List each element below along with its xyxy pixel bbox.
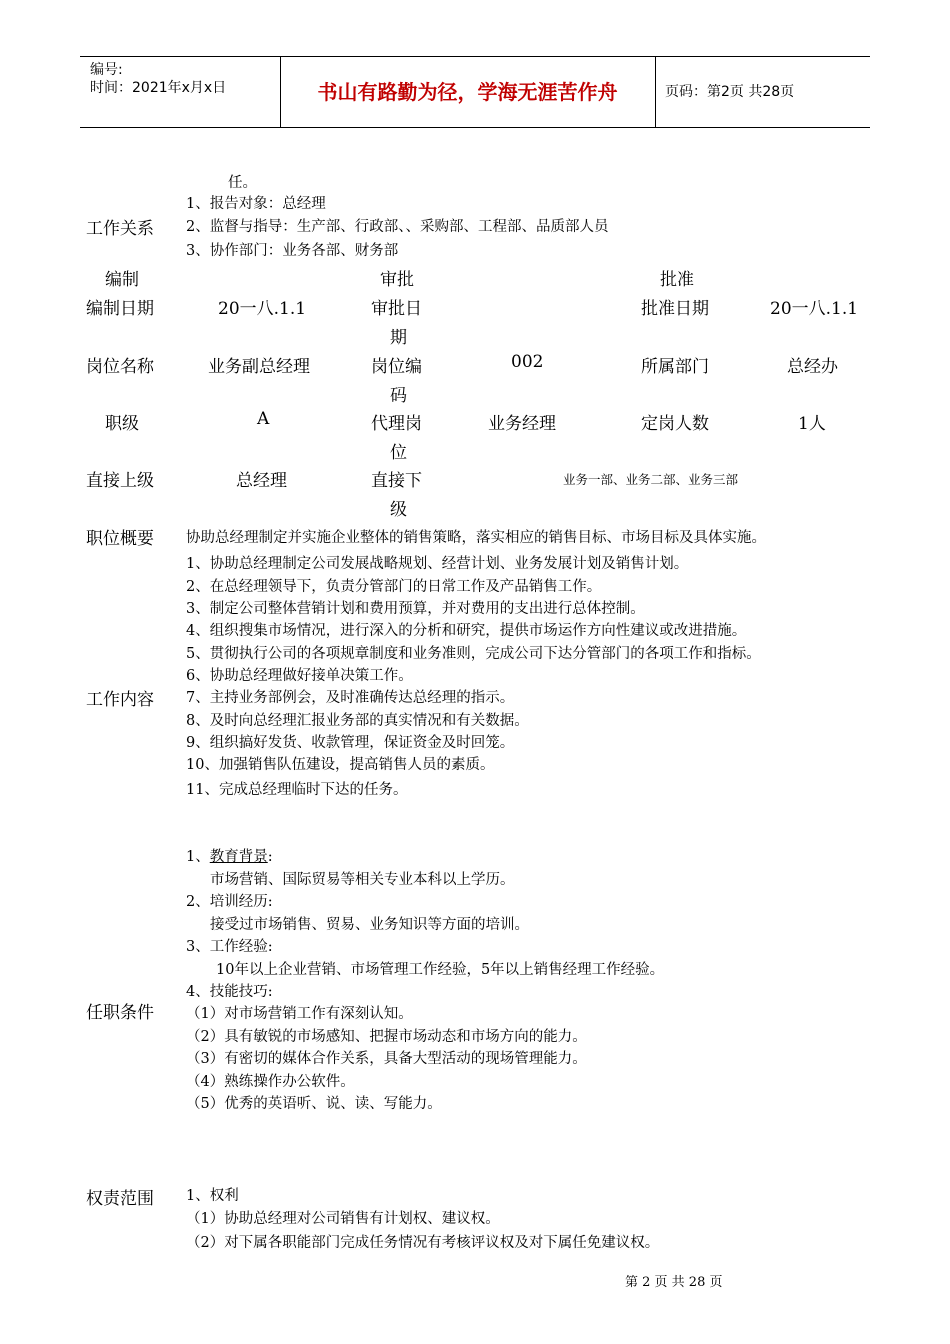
grid-cell: 审批 (380, 270, 414, 290)
work-content-item: 4、组织搜集市场情况，进行深入的分析和研究，提供市场运作方向性建议或改进措施。 (186, 623, 747, 639)
education-number: 1、 (186, 849, 210, 865)
authority-item: （1）协助总经理对公司销售有计划权、建议权。 (186, 1211, 500, 1227)
authority-item: （2）对下属各职能部门完成任务情况有考核评议权及对下属任免建议权。 (186, 1235, 660, 1251)
grid-cell: 岗位名称 (86, 357, 154, 377)
grid-cell: 位 (390, 443, 407, 463)
experience-heading: 3、工作经验: (186, 939, 273, 955)
header-motto: 书山有路勤为径，学海无涯苦作舟 (317, 80, 618, 104)
grid-cell: 直接下 (371, 471, 422, 491)
work-content-item: 10、加强销售队伍建设，提高销售人员的素质。 (186, 757, 495, 773)
header-page-number: 页码：第2页 共28页 (665, 84, 795, 100)
header-divider (655, 57, 656, 127)
grid-cell: A (257, 409, 270, 429)
grid-cell: 编制 (105, 270, 139, 290)
work-content-item: 6、协助总经理做好接单决策工作。 (186, 668, 413, 684)
page-footer: 第 2 页 共 28 页 (625, 1275, 723, 1290)
grid-cell: 审批日 (371, 299, 422, 319)
work-content-item: 2、在总经理领导下，负责分管部门的日常工作及产品销售工作。 (186, 579, 602, 595)
skills-heading: 4、技能技巧: (186, 984, 273, 1000)
header-meta (90, 61, 226, 97)
education-title: 教育背景 (209, 849, 268, 865)
work-content-item: 9、组织搞好发货、收款管理，保证资金及时回笼。 (186, 735, 515, 751)
work-relations-label: 工作关系 (86, 219, 154, 239)
work-content-item: 3、制定公司整体营销计划和费用预算，并对费用的支出进行总体控制。 (186, 601, 645, 617)
grid-cell: 总经理 (236, 471, 287, 491)
authority-title: 1、权利 (186, 1188, 239, 1204)
qualifications-label: 任职条件 (86, 1003, 154, 1023)
grid-cell: 业务一部、业务二部、业务三部 (563, 472, 739, 487)
work-content-item: 1、协助总经理制定公司发展战略规划、经营计划、业务发展计划及销售计划。 (186, 556, 689, 572)
grid-cell: 所属部门 (641, 357, 709, 377)
grid-cell: 总经办 (787, 357, 838, 377)
grid-cell: 直接上级 (86, 471, 154, 491)
skill-item: （1）对市场营销工作有深刻认知。 (186, 1006, 413, 1022)
grid-cell: 定岗人数 (641, 414, 709, 434)
skill-item: （2）具有敏锐的市场感知、把握市场动态和市场方向的能力。 (186, 1029, 587, 1045)
document-time-label: 时间：2021年x月x日 (90, 80, 227, 96)
work-content-item: 7、主持业务部例会，及时准确传达总经理的指示。 (186, 690, 515, 706)
grid-cell: 业务经理 (488, 414, 556, 434)
work-content-item: 5、贯彻执行公司的各项规章制度和业务准则，完成公司下达分管部门的各项工作和指标。 (186, 646, 761, 662)
skill-item: （3）有密切的媒体合作关系，具备大型活动的现场管理能力。 (186, 1051, 587, 1067)
skill-item: （5）优秀的英语听、说、读、写能力。 (186, 1096, 442, 1112)
grid-cell: 期 (390, 328, 407, 348)
continued-text: 任。 (228, 175, 257, 191)
education-colon: : (267, 849, 273, 865)
grid-cell: 20一八.1.1 (770, 299, 859, 319)
grid-cell: 码 (390, 386, 407, 406)
grid-cell: 业务副总经理 (208, 357, 310, 377)
work-content-label: 工作内容 (86, 690, 154, 710)
grid-cell: 20一八.1.1 (218, 299, 307, 319)
summary-label: 职位概要 (86, 529, 154, 549)
work-relations-item: 1、报告对象：总经理 (186, 196, 326, 212)
work-content-item: 8、及时向总经理汇报业务部的真实情况和有关数据。 (186, 713, 529, 729)
experience-text: 10年以上企业营销、市场管理工作经验，5年以上销售经理工作经验。 (216, 962, 665, 978)
work-content-item: 11、完成总经理临时下达的任务。 (186, 782, 408, 798)
skill-item: （4）熟练操作办公软件。 (186, 1074, 355, 1090)
authority-label: 权责范围 (86, 1189, 154, 1209)
education-heading (186, 845, 273, 866)
work-relations-item: 3、协作部门：业务各部、财务部 (186, 243, 399, 259)
training-text: 接受过市场销售、贸易、业务知识等方面的培训。 (210, 917, 529, 933)
training-heading: 2、培训经历: (186, 894, 273, 910)
grid-cell: 1人 (798, 414, 826, 434)
document-number-label: 编号: (90, 62, 123, 78)
summary-text: 协助总经理制定并实施企业整体的销售策略，落实相应的销售目标、市场目标及具体实施。 (186, 530, 766, 546)
grid-cell: 岗位编 (371, 357, 422, 377)
grid-cell: 批准日期 (641, 299, 709, 319)
grid-cell: 代理岗 (371, 414, 422, 434)
grid-cell: 编制日期 (86, 299, 154, 319)
page-header (80, 56, 870, 128)
grid-cell: 级 (390, 500, 407, 520)
grid-cell: 002 (511, 352, 544, 372)
grid-cell: 职级 (105, 414, 139, 434)
grid-cell: 批准 (660, 270, 694, 290)
work-relations-item: 2、监督与指导：生产部、行政部、、采购部、工程部、品质部人员 (186, 219, 609, 235)
education-text: 市场营销、国际贸易等相关专业本科以上学历。 (210, 872, 515, 888)
